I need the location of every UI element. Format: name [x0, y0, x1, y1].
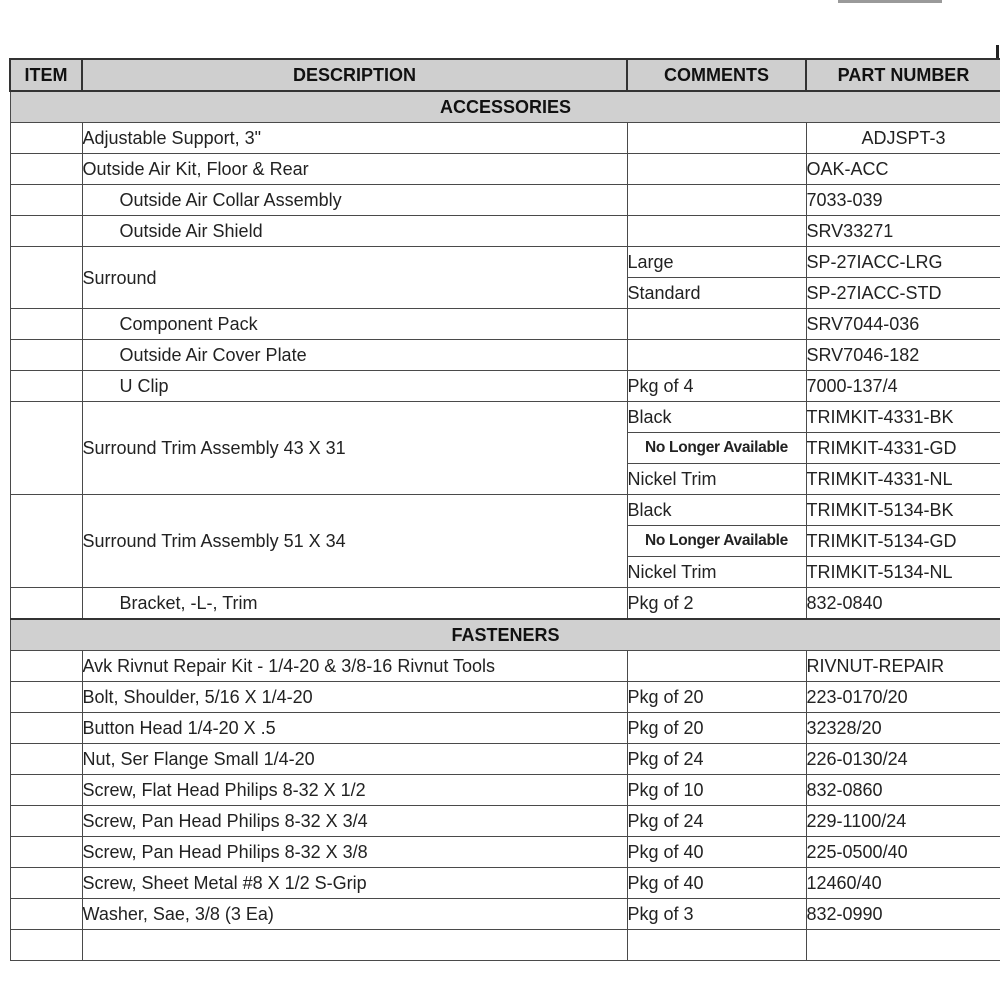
top-edge-mark	[838, 0, 942, 3]
section-row	[10, 619, 1000, 651]
part-number-cell: RIVNUT-REPAIR	[806, 651, 1000, 682]
comments-cell: Pkg of 24	[627, 806, 806, 837]
part-number-cell: TRIMKIT-5134-NL	[806, 557, 1000, 588]
comments-cell	[627, 154, 806, 185]
comments-cell: Black	[627, 402, 806, 433]
part-number-cell	[806, 930, 1000, 961]
description-cell: Washer, Sae, 3/8 (3 Ea)	[82, 899, 627, 930]
table-row	[10, 588, 1000, 620]
table-row	[10, 868, 1000, 899]
header-comments: COMMENTS	[627, 59, 806, 91]
item-cell	[10, 651, 82, 682]
table-row	[10, 340, 1000, 371]
item-cell	[10, 216, 82, 247]
description-cell: Outside Air Collar Assembly	[82, 185, 627, 216]
description-cell: Surround Trim Assembly 51 X 34	[82, 495, 627, 588]
description-cell: Screw, Pan Head Philips 8-32 X 3/8	[82, 837, 627, 868]
comments-cell: Nickel Trim	[627, 464, 806, 495]
item-cell	[10, 402, 82, 495]
description-cell: Outside Air Kit, Floor & Rear	[82, 154, 627, 185]
header-item: ITEM	[10, 59, 82, 91]
part-number-cell: 223-0170/20	[806, 682, 1000, 713]
table-row	[10, 775, 1000, 806]
description-cell: Outside Air Shield	[82, 216, 627, 247]
comments-cell: Pkg of 20	[627, 713, 806, 744]
table-row	[10, 651, 1000, 682]
part-number-cell: TRIMKIT-4331-BK	[806, 402, 1000, 433]
comments-cell: Pkg of 40	[627, 868, 806, 899]
table-row	[10, 216, 1000, 247]
comments-cell	[627, 185, 806, 216]
part-number-cell: 832-0840	[806, 588, 1000, 620]
item-cell	[10, 744, 82, 775]
part-number-cell: TRIMKIT-4331-NL	[806, 464, 1000, 495]
table-row	[10, 837, 1000, 868]
table-row	[10, 899, 1000, 930]
item-cell	[10, 713, 82, 744]
item-cell	[10, 185, 82, 216]
part-number-cell: SP-27IACC-LRG	[806, 247, 1000, 278]
comments-cell	[627, 930, 806, 961]
header-part-number: PART NUMBER	[806, 59, 1000, 91]
comments-cell: Pkg of 40	[627, 837, 806, 868]
part-number-cell: 229-1100/24	[806, 806, 1000, 837]
table-row	[10, 154, 1000, 185]
description-cell: Nut, Ser Flange Small 1/4-20	[82, 744, 627, 775]
description-cell: Screw, Flat Head Philips 8-32 X 1/2	[82, 775, 627, 806]
part-number-cell: 7033-039	[806, 185, 1000, 216]
table-row	[10, 495, 1000, 526]
comments-cell: Pkg of 4	[627, 371, 806, 402]
description-cell: U Clip	[82, 371, 627, 402]
comments-cell: Large	[627, 247, 806, 278]
description-cell: Screw, Pan Head Philips 8-32 X 3/4	[82, 806, 627, 837]
comments-cell: No Longer Available	[627, 526, 806, 557]
item-cell	[10, 806, 82, 837]
part-number-cell: TRIMKIT-4331-GD	[806, 433, 1000, 464]
item-cell	[10, 123, 82, 154]
table-row	[10, 713, 1000, 744]
item-cell	[10, 309, 82, 340]
section-title-accessories: ACCESSORIES	[10, 91, 1000, 123]
table-row	[10, 247, 1000, 278]
item-cell	[10, 682, 82, 713]
table-row	[10, 371, 1000, 402]
section-row	[10, 91, 1000, 123]
table-row	[10, 806, 1000, 837]
part-number-cell: OAK-ACC	[806, 154, 1000, 185]
comments-cell: Nickel Trim	[627, 557, 806, 588]
comments-cell: Standard	[627, 278, 806, 309]
table-row	[10, 185, 1000, 216]
table-row	[10, 682, 1000, 713]
right-edge-rule	[996, 45, 999, 59]
part-number-cell: TRIMKIT-5134-BK	[806, 495, 1000, 526]
table-row	[10, 309, 1000, 340]
description-cell: Adjustable Support, 3"	[82, 123, 627, 154]
table-row	[10, 402, 1000, 433]
comments-cell: Pkg of 24	[627, 744, 806, 775]
part-number-cell: 32328/20	[806, 713, 1000, 744]
description-cell: Surround	[82, 247, 627, 309]
part-number-cell: SP-27IACC-STD	[806, 278, 1000, 309]
item-cell	[10, 930, 82, 961]
item-cell	[10, 837, 82, 868]
part-number-cell: TRIMKIT-5134-GD	[806, 526, 1000, 557]
table-row	[10, 744, 1000, 775]
item-cell	[10, 868, 82, 899]
item-cell	[10, 775, 82, 806]
description-cell: Button Head 1/4-20 X .5	[82, 713, 627, 744]
comments-cell: Pkg of 10	[627, 775, 806, 806]
table-row	[10, 930, 1000, 961]
description-cell: Bolt, Shoulder, 5/16 X 1/4-20	[82, 682, 627, 713]
item-cell	[10, 588, 82, 620]
description-cell: Outside Air Cover Plate	[82, 340, 627, 371]
part-number-cell: 832-0990	[806, 899, 1000, 930]
comments-cell: Black	[627, 495, 806, 526]
part-number-cell: SRV7046-182	[806, 340, 1000, 371]
part-number-cell: 226-0130/24	[806, 744, 1000, 775]
comments-cell: No Longer Available	[627, 433, 806, 464]
description-cell: Avk Rivnut Repair Kit - 1/4-20 & 3/8-16 Rivnut Tools	[82, 651, 627, 682]
item-cell	[10, 495, 82, 588]
part-number-cell: SRV33271	[806, 216, 1000, 247]
part-number-cell: SRV7044-036	[806, 309, 1000, 340]
item-cell	[10, 371, 82, 402]
description-cell: Screw, Sheet Metal #8 X 1/2 S-Grip	[82, 868, 627, 899]
comments-cell: Pkg of 2	[627, 588, 806, 620]
comments-cell	[627, 123, 806, 154]
item-cell	[10, 154, 82, 185]
description-cell	[82, 930, 627, 961]
header-row	[10, 59, 1000, 91]
header-description: DESCRIPTION	[82, 59, 627, 91]
comments-cell	[627, 651, 806, 682]
parts-table	[9, 58, 1000, 961]
description-cell: Component Pack	[82, 309, 627, 340]
description-cell: Surround Trim Assembly 43 X 31	[82, 402, 627, 495]
part-number-cell: 225-0500/40	[806, 837, 1000, 868]
section-title-fasteners: FASTENERS	[10, 619, 1000, 651]
comments-cell	[627, 340, 806, 371]
item-cell	[10, 340, 82, 371]
part-number-cell: 7000-137/4	[806, 371, 1000, 402]
part-number-cell: 832-0860	[806, 775, 1000, 806]
comments-cell	[627, 309, 806, 340]
part-number-cell: ADJSPT-3	[806, 123, 1000, 154]
item-cell	[10, 899, 82, 930]
comments-cell: Pkg of 3	[627, 899, 806, 930]
item-cell	[10, 247, 82, 309]
comments-cell: Pkg of 20	[627, 682, 806, 713]
description-cell: Bracket, -L-, Trim	[82, 588, 627, 620]
part-number-cell: 12460/40	[806, 868, 1000, 899]
comments-cell	[627, 216, 806, 247]
table-row	[10, 123, 1000, 154]
